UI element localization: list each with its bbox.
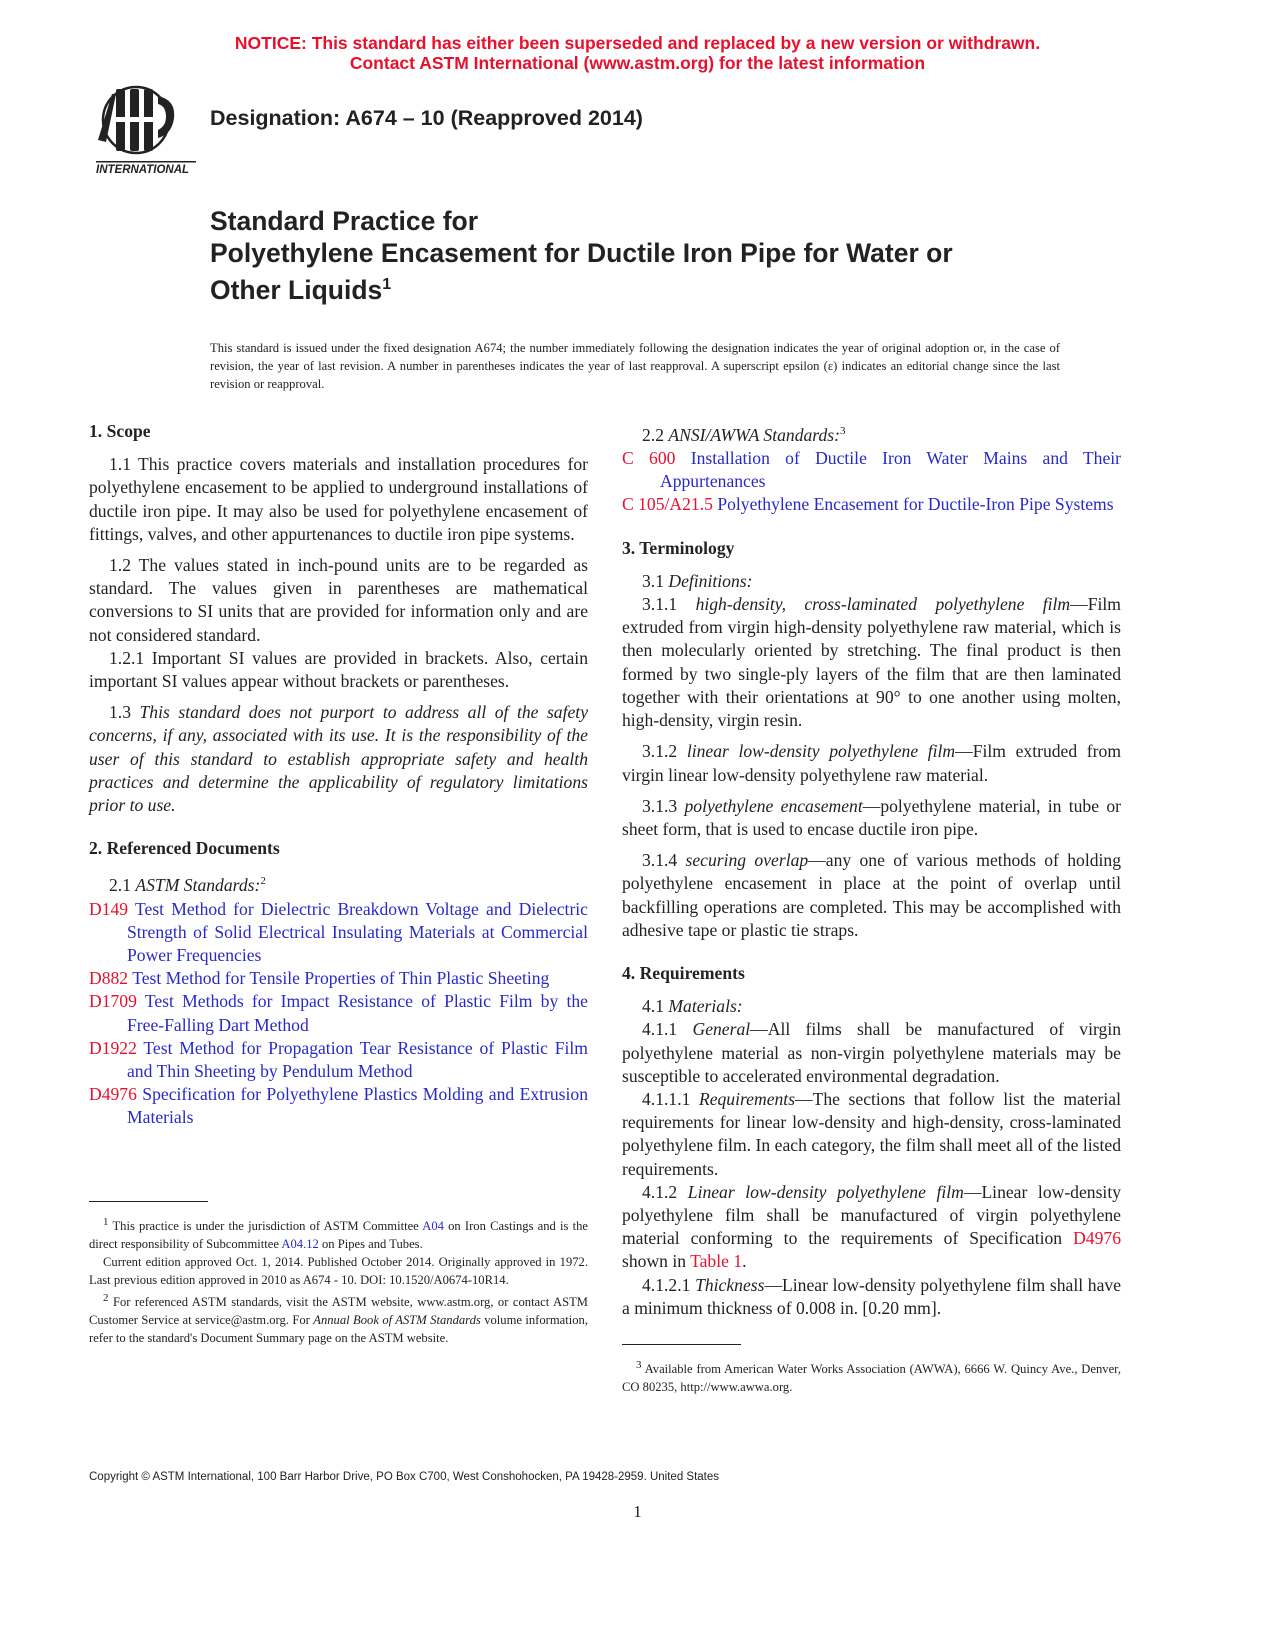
ref-d149[interactable] bbox=[89, 898, 588, 968]
para-3-1-2-num: 3.1.2 bbox=[642, 741, 687, 762]
footnote-3-marker-bottom: 3 bbox=[636, 1359, 642, 1371]
ref-title[interactable]: Specification for Polyethylene Plastics Molding and Extrusion Materials bbox=[127, 1084, 588, 1128]
footnote-rule-right bbox=[622, 1344, 741, 1345]
footnote-1-marker: 1 bbox=[103, 1216, 109, 1228]
section-2-heading: 2. Referenced Documents bbox=[89, 838, 280, 859]
para-3-1-3-num: 3.1.3 bbox=[642, 795, 685, 816]
footnote-2-marker-bottom: 2 bbox=[103, 1292, 109, 1305]
term-encasement: polyethylene encasement bbox=[684, 795, 863, 816]
footnote-2 bbox=[89, 1289, 588, 1347]
def-lld-film: —Film extruded from virgin linear low-density polyethylene raw material. bbox=[622, 741, 1121, 785]
def-general: —All films shall be manufactured of virgin polyethylene material as non-virgin polyethylene materials may be susceptible to accelerated environmental degradation. bbox=[622, 1019, 1122, 1086]
ref-d882[interactable] bbox=[89, 967, 588, 990]
para-3-1-4 bbox=[622, 849, 1121, 942]
para-3-1-3 bbox=[622, 795, 1121, 841]
term-lld-film: linear low-density polyethylene film bbox=[686, 741, 956, 762]
para-4-1 bbox=[622, 995, 1121, 1018]
copyright-line: Copyright © ASTM International, 100 Barr Harbor Drive, PO Box C700, West Conshohocken, PA 19428-2959. United States bbox=[89, 1471, 720, 1483]
para-4-1-2-num: 4.1.2 bbox=[642, 1181, 688, 1202]
para-1-3-num: 1.3 bbox=[109, 702, 140, 723]
footnote-rule-left bbox=[89, 1201, 208, 1202]
table-1-link[interactable]: Table 1 bbox=[690, 1251, 743, 1272]
para-1-1: 1.1 This practice covers materials and installation procedures for polyethylene encasement to be applied to underground installations of ductile iron pipe. It may also be used for polyethylene encasement of fittings, valves, and other appurtenances to ductile iron pipe systems. bbox=[89, 454, 588, 544]
def-thickness: —Linear low-density polyethylene film shall have a minimum thickness of 0.008 in. [0.20 mm]. bbox=[622, 1274, 1122, 1318]
ref-code[interactable]: D149 bbox=[89, 898, 129, 919]
para-2-1-label: ASTM Standards: bbox=[135, 875, 261, 896]
def-lld-film-req-c: . bbox=[742, 1251, 747, 1272]
footnote-3-marker[interactable]: 3 bbox=[840, 425, 846, 437]
para-2-2-num: 2.2 bbox=[642, 424, 669, 445]
term-thickness: Thickness bbox=[695, 1274, 765, 1295]
ref-title[interactable]: Test Method for Tensile Properties of Thin Plastic Sheeting bbox=[132, 968, 550, 989]
section-1-heading: 1. Scope bbox=[89, 421, 151, 441]
term-securing-overlap: securing overlap bbox=[685, 850, 809, 871]
para-3-1-1 bbox=[622, 593, 1121, 732]
footnotes-right bbox=[622, 1356, 1121, 1396]
ref-c600[interactable] bbox=[622, 447, 1121, 493]
ref-d1922[interactable] bbox=[89, 1037, 588, 1083]
committee-a04-link[interactable]: A04 bbox=[422, 1219, 444, 1234]
footnotes-left bbox=[89, 1213, 588, 1347]
footnote-1-text-c: on Pipes and Tubes. bbox=[318, 1237, 423, 1252]
para-2-2-label: ANSI/AWWA Standards: bbox=[668, 424, 840, 445]
title-line-3-text: Other Liquids bbox=[210, 274, 383, 305]
para-2-2 bbox=[622, 420, 1121, 447]
def-encasement: —polyethylene material, in tube or sheet form, that is used to encase ductile iron pipe. bbox=[622, 795, 1121, 839]
para-4-1-2 bbox=[622, 1181, 1121, 1274]
para-4-1-1-1-num: 4.1.1.1 bbox=[642, 1088, 699, 1109]
ref-title[interactable]: Test Method for Propagation Tear Resistance of Plastic Film and Thin Sheeting by Pendulum Method bbox=[127, 1037, 588, 1081]
para-4-1-1-1 bbox=[622, 1088, 1121, 1181]
notice-line-2: Contact ASTM International (www.astm.org) for the latest information bbox=[349, 53, 926, 73]
astm-logo-icon bbox=[92, 80, 200, 176]
footnote-1-text-b: on Iron Castings and is the direct responsibility of Subcommittee bbox=[89, 1219, 588, 1252]
para-1-3-text: This standard does not purport to address all of the safety concerns, if any, associated with its use. It is the responsibility of the user of this standard to establish appropriate safety and health practices and determine the applicability of regulatory limitations prior to use. bbox=[89, 702, 588, 816]
para-3-1-num: 3.1 bbox=[642, 570, 669, 591]
ref-code[interactable]: D882 bbox=[89, 968, 129, 989]
footnote-1-text-a: This practice is under the jurisdiction of ASTM Committee bbox=[108, 1219, 423, 1234]
right-column bbox=[622, 420, 1121, 1328]
ref-code[interactable]: D1922 bbox=[89, 1037, 137, 1058]
para-4-1-2-1-num: 4.1.2.1 bbox=[642, 1274, 696, 1295]
footnote-2-text-b: volume information, refer to the standard's Document Summary page on the ASTM website. bbox=[89, 1313, 588, 1346]
footnote-2-text-a: For referenced ASTM standards, visit the ASTM website, www.astm.org, or contact ASTM Customer Service at service@astm.org. For bbox=[89, 1295, 588, 1328]
ref-title[interactable]: Polyethylene Encasement for Ductile-Iron Pipe Systems bbox=[717, 494, 1114, 515]
document-title bbox=[210, 205, 953, 306]
title-line-3 bbox=[210, 269, 953, 306]
term-hdcl-film: high-density, cross-laminated polyethylene film bbox=[695, 594, 1071, 615]
left-column bbox=[89, 420, 588, 1130]
term-general: General bbox=[692, 1019, 751, 1040]
ref-code[interactable]: C 600 bbox=[622, 448, 676, 469]
para-1-3 bbox=[89, 701, 588, 817]
def-securing-overlap: —any one of various methods of holding polyethylene encasement in place at the point of overlap until backfilling operations are completed. This may be accomplished with adhesive tape or plastic tie straps. bbox=[622, 850, 1121, 940]
para-3-1-2 bbox=[622, 740, 1121, 786]
designation: Designation: A674 – 10 (Reapproved 2014) bbox=[210, 106, 643, 130]
supersede-notice bbox=[0, 33, 1275, 73]
footnote-3-text: Available from American Water Works Association (AWWA), 6666 W. Quincy Ave., Denver, CO 80235, http://www.awwa.org. bbox=[622, 1362, 1121, 1395]
para-3-1 bbox=[622, 570, 1121, 593]
def-lld-film-req-a: —Linear low-density polyethylene film shall be manufactured of virgin polyethylene material conforming to the requirements of Specification bbox=[622, 1181, 1122, 1249]
ref-title[interactable]: Test Methods for Impact Resistance of Plastic Film by the Free-Falling Dart Method bbox=[127, 991, 588, 1035]
para-4-1-1-num: 4.1.1 bbox=[642, 1019, 693, 1040]
para-4-1-label: Materials: bbox=[668, 996, 743, 1017]
para-3-1-label: Definitions: bbox=[668, 570, 753, 591]
para-4-1-2-1 bbox=[622, 1274, 1121, 1320]
term-lld-film-req: Linear low-density polyethylene film bbox=[687, 1181, 964, 1202]
para-3-1-4-num: 3.1.4 bbox=[642, 850, 686, 871]
ref-code[interactable]: C 105/A21.5 bbox=[622, 494, 713, 515]
logo-text: INTERNATIONAL bbox=[96, 164, 190, 176]
def-hdcl-film: —Film extruded from virgin high-density polyethylene raw material, which is then molecularly oriented by stretching. The final product is then formed by two single-ply layers of the film that are then laminated together with their orientations at 90° to one another using molten, high-density, virgin resin. bbox=[622, 594, 1121, 731]
term-requirements: Requirements bbox=[698, 1088, 796, 1109]
title-line-2: Polyethylene Encasement for Ductile Iron Pipe for Water or bbox=[210, 238, 953, 268]
section-3-heading: 3. Terminology bbox=[622, 537, 735, 558]
def-lld-film-req-b: shown in bbox=[622, 1251, 691, 1272]
footnote-1 bbox=[89, 1213, 588, 1253]
subcommittee-a0412-link[interactable]: A04.12 bbox=[281, 1237, 319, 1252]
para-4-1-1 bbox=[622, 1018, 1121, 1088]
para-4-1-num: 4.1 bbox=[642, 996, 669, 1017]
ref-code[interactable]: D1709 bbox=[89, 991, 137, 1012]
ref-code[interactable]: D4976 bbox=[89, 1084, 137, 1105]
footnote-2-italic: Annual Book of ASTM Standards bbox=[313, 1313, 481, 1328]
issued-note: This standard is issued under the fixed designation A674; the number immediately following the designation indicates the year of original adoption or, in the case of revision, the year of last revision. A number in parentheses indicates the year of last reapproval. A superscript epsilon (ε) indicates an editorial change since the last revision or reapproval. bbox=[210, 341, 1060, 391]
para-3-1-1-num: 3.1.1 bbox=[642, 594, 696, 615]
astm-international-logo bbox=[92, 80, 200, 176]
title-line-1: Standard Practice for bbox=[210, 206, 479, 236]
ref-title[interactable]: Test Method for Dielectric Breakdown Voltage and Dielectric Strength of Solid Electrical Insulating Materials at Commercial Power Frequencies bbox=[127, 898, 588, 965]
spec-d4976-link[interactable]: D4976 bbox=[1073, 1228, 1121, 1249]
footnote-1-edition: Current edition approved Oct. 1, 2014. Published October 2014. Originally approved in 1972. Last previous edition approved in 2010 as A674 - 10. DOI: 10.1520/A0674-10R14. bbox=[89, 1255, 588, 1288]
para-2-1 bbox=[89, 870, 588, 897]
ref-d4976[interactable] bbox=[89, 1083, 588, 1129]
para-1-2-1: 1.2.1 Important SI values are provided in brackets. Also, certain important SI values appear without brackets or parentheses. bbox=[89, 647, 588, 692]
def-requirements: —The sections that follow list the material requirements for linear low-density and high-density, cross-laminated polyethylene film. In each category, the film shall meet all of the listed requirements. bbox=[622, 1088, 1121, 1179]
ref-title[interactable]: Installation of Ductile Iron Water Mains and Their Appurtenances bbox=[660, 448, 1122, 492]
footnote-2-marker[interactable]: 2 bbox=[260, 875, 266, 888]
para-2-1-num: 2.1 bbox=[109, 875, 136, 896]
page-number: 1 bbox=[633, 1502, 642, 1521]
ref-c105[interactable] bbox=[622, 493, 1121, 516]
section-4-heading: 4. Requirements bbox=[622, 962, 745, 983]
ref-d1709[interactable] bbox=[89, 990, 588, 1036]
footnote-3 bbox=[622, 1356, 1121, 1396]
title-footnote-marker[interactable]: 1 bbox=[382, 276, 392, 293]
para-1-2: 1.2 The values stated in inch-pound units are to be regarded as standard. The values given in parentheses are mathematical conversions to SI units that are provided for information only and are not considered standard. bbox=[89, 555, 588, 645]
notice-line-1: NOTICE: This standard has either been superseded and replaced by a new version or withdrawn. bbox=[234, 33, 1041, 53]
